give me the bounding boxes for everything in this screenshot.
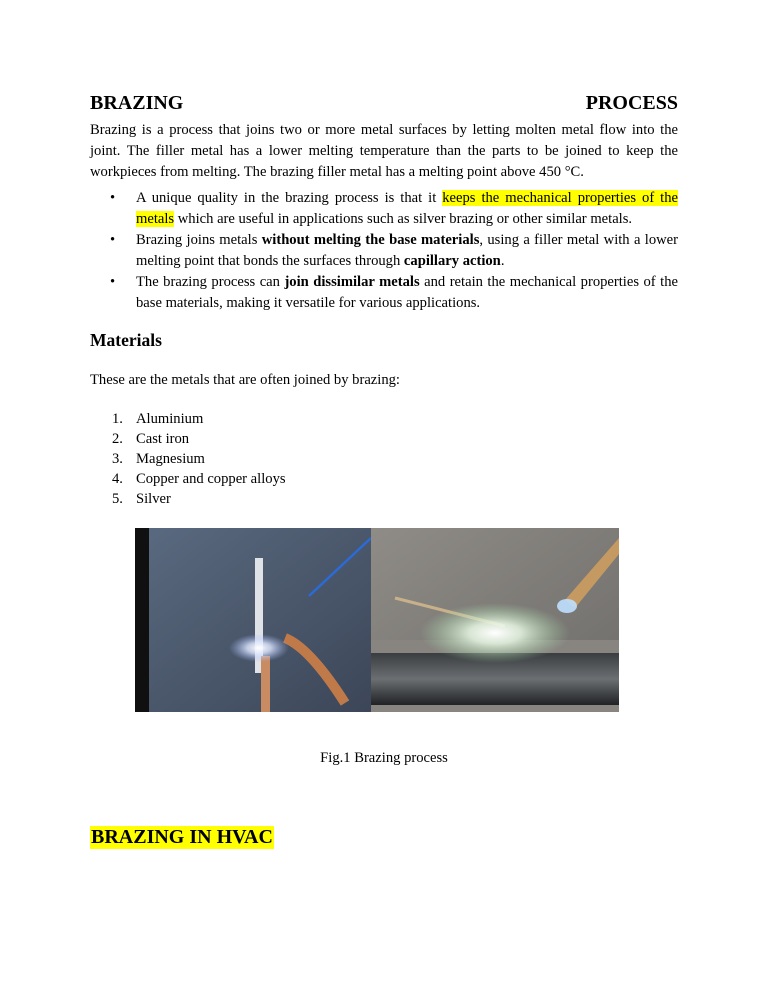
title-right: PROCESS [585,92,678,114]
list-item: 5. Silver [112,491,171,507]
list-item: 3. Magnesium [112,451,205,467]
figure-caption: Fig.1 Brazing process [320,750,448,766]
bold-text: without melting the base materials [261,232,480,248]
list-item: 1. Aluminium [112,411,204,427]
highlighted-text: keeps the mechanical properties of the metals [136,190,678,227]
list-item: 2. Cast iron [112,431,190,447]
bullet-icon: • [110,232,116,248]
bold-text: capillary action [403,253,501,269]
bullet-item: • Brazing joins metals without melting the base materials, using a filler metal with a lower melting point that bonds the surfaces through capillary action. [110,232,678,269]
section-heading: BRAZING IN HVAC [91,826,273,848]
bullet-item: • A unique quality in the brazing process is that it keeps the mechanical properties of the metals which are useful in applications such as silver brazing or other similar metals. [110,190,678,227]
bullet-icon: • [110,274,116,290]
list-item: 4. Copper and copper alloys [112,471,286,487]
page-title [90,92,678,115]
title-left: BRAZING [90,92,184,114]
bold-text: join dissimilar metals [284,274,420,290]
brazing-photo [135,528,619,712]
bullet-item: • The brazing process can join dissimilar metals and retain the mechanical properties of the base materials, making it versatile for various applications. [110,274,678,311]
bullet-list [90,188,678,314]
intro-paragraph: Brazing is a process that joins two or more metal surfaces by letting molten metal flow into the joint. The filler metal has a lower melting temperature than the parts to be joined to keep the workpieces from melting. The brazing filler metal has a melting point above 450 °C. [90,122,678,180]
materials-list [90,409,286,509]
materials-lead: These are the metals that are often joined by brazing: [90,372,400,388]
bullet-icon: • [110,190,116,206]
materials-heading: Materials [90,330,162,350]
